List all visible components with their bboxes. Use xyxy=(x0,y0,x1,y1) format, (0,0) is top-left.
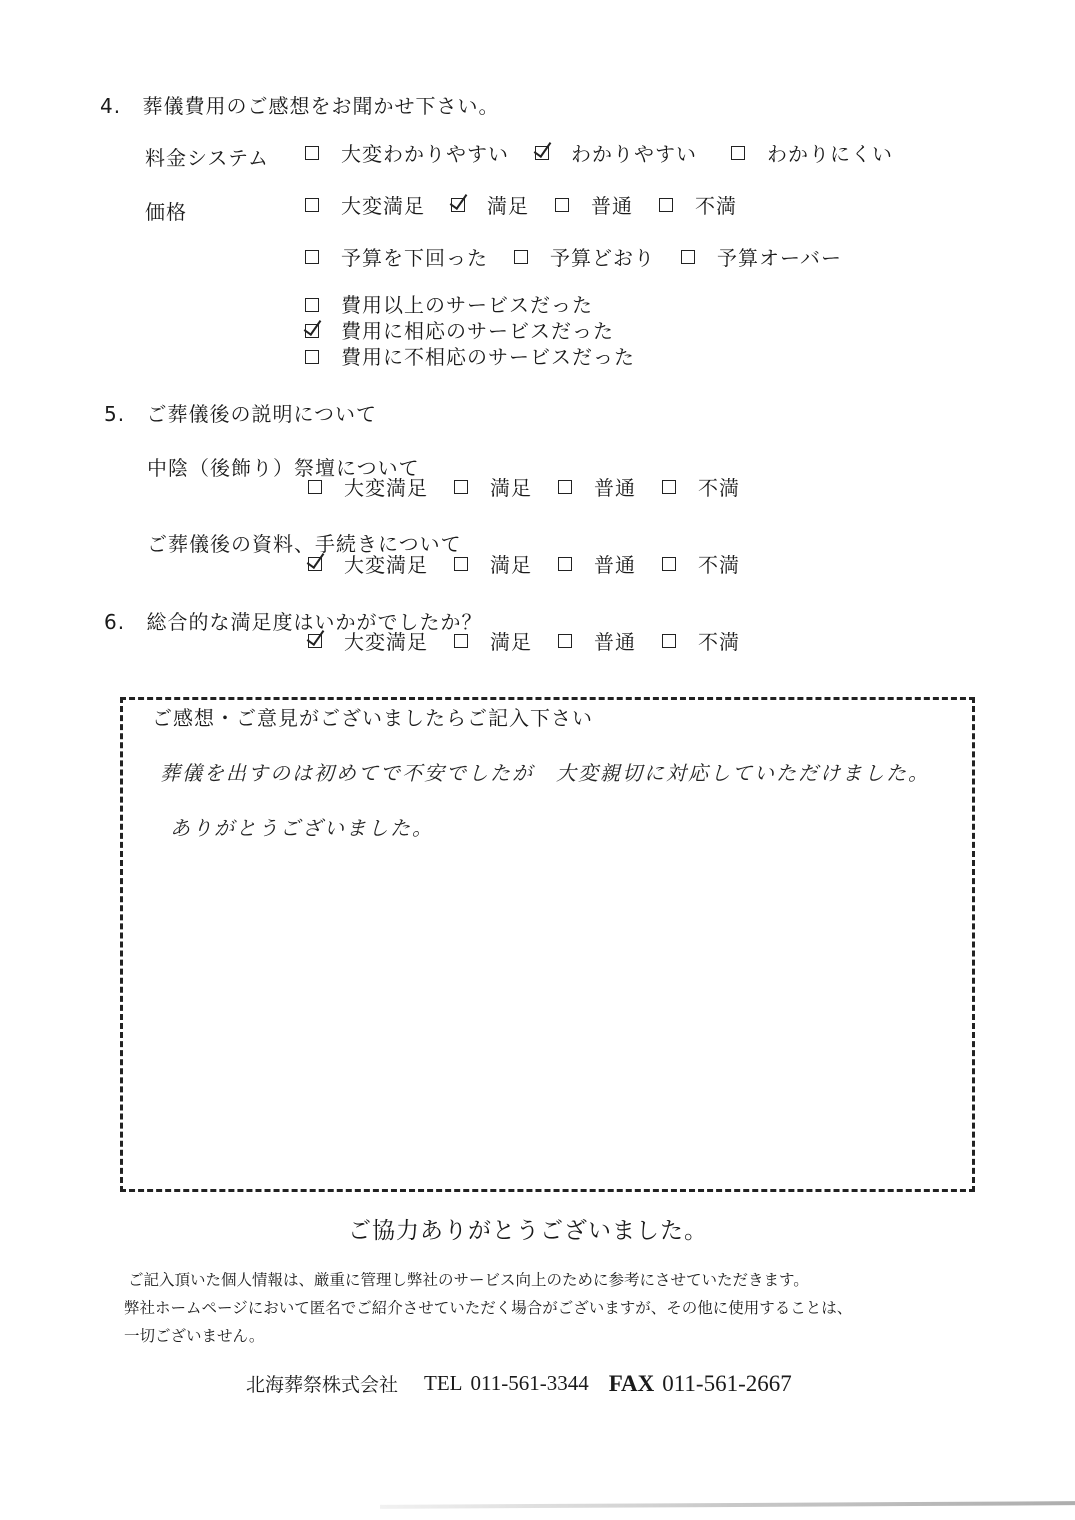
option-label: 不満 xyxy=(698,476,740,500)
checked-checkbox-icon[interactable] xyxy=(308,557,322,571)
checked-checkbox-icon[interactable] xyxy=(535,146,549,160)
option-dissatisfied[interactable] xyxy=(659,190,737,219)
option-label: 不満 xyxy=(698,553,740,577)
checkbox-icon[interactable] xyxy=(558,634,572,648)
checkbox-icon[interactable] xyxy=(659,198,673,212)
q4-number: 4. xyxy=(100,94,122,118)
checkbox-icon[interactable] xyxy=(305,250,319,264)
option-not-worth-cost[interactable] xyxy=(305,344,635,370)
option-dissatisfied[interactable] xyxy=(662,626,740,655)
checkbox-icon[interactable] xyxy=(555,198,569,212)
checkbox-icon[interactable] xyxy=(731,146,745,160)
checked-checkbox-icon[interactable] xyxy=(451,198,465,212)
checkbox-icon[interactable] xyxy=(305,298,319,312)
checkbox-icon[interactable] xyxy=(454,634,468,648)
option-normal[interactable] xyxy=(558,626,636,655)
checkbox-icon[interactable] xyxy=(681,250,695,264)
q4-title: 葬儀費用のご感想をお聞かせ下さい。 xyxy=(142,94,500,118)
option-under-budget[interactable] xyxy=(305,242,488,271)
privacy-notice-line-1: ご記入頂いた個人情報は、厳重に管理し弊社のサービス向上のために参考にさせていただきます。 xyxy=(128,1271,809,1289)
option-very-satisfied[interactable] xyxy=(308,472,428,501)
checkbox-icon[interactable] xyxy=(662,480,676,494)
option-label: 大変わかりやすい xyxy=(341,142,509,166)
fax-label: FAX xyxy=(608,1370,655,1396)
checkbox-icon[interactable] xyxy=(454,557,468,571)
option-on-budget[interactable] xyxy=(514,242,655,271)
option-label: 大変満足 xyxy=(344,553,428,577)
option-very-satisfied[interactable] xyxy=(305,190,425,219)
q5-heading xyxy=(104,398,377,427)
option-label: 大変満足 xyxy=(344,476,428,500)
option-label: 普通 xyxy=(594,553,636,577)
option-satisfied[interactable] xyxy=(451,190,529,219)
option-unclear[interactable] xyxy=(731,138,893,167)
option-label: 普通 xyxy=(594,476,636,500)
fee-system-label: 料金システム xyxy=(145,146,269,170)
checkbox-icon[interactable] xyxy=(308,480,322,494)
tel-label: TEL xyxy=(424,1371,463,1395)
checkbox-icon[interactable] xyxy=(558,557,572,571)
checkbox-icon[interactable] xyxy=(305,198,319,212)
thanks-message: ご協力ありがとうございました。 xyxy=(348,1218,708,1244)
option-normal[interactable] xyxy=(555,190,633,219)
option-over-budget[interactable] xyxy=(681,242,842,271)
altar-options xyxy=(308,472,740,501)
option-label: わかりやすい xyxy=(571,142,697,166)
company-name: 北海葬祭株式会社 xyxy=(246,1374,399,1396)
handwritten-comment-line-1: 葬儀を出すのは初めてで不安でしたが 大変親切に対応していただけました。 xyxy=(160,761,930,785)
q5-title: ご葬儀後の説明について xyxy=(146,402,378,426)
option-label: 費用に相応のサービスだった xyxy=(341,319,614,343)
option-label: 満足 xyxy=(490,476,532,500)
option-label: わかりにくい xyxy=(767,142,893,166)
q6-title: 総合的な満足度はいかがでしたか？ xyxy=(146,610,483,634)
option-label: 普通 xyxy=(594,630,636,654)
option-very-satisfied[interactable] xyxy=(308,626,428,655)
comment-box-title: ご感想・ご意見がございましたらご記入下さい xyxy=(150,702,595,731)
price-satisfaction-options xyxy=(305,190,737,219)
checked-checkbox-icon[interactable] xyxy=(308,634,322,648)
scan-artifact-line xyxy=(380,1501,1075,1509)
checked-checkbox-icon[interactable] xyxy=(305,324,319,338)
option-satisfied[interactable] xyxy=(454,626,532,655)
documents-label: ご葬儀後の資料、手続きについて xyxy=(147,532,462,556)
overall-options xyxy=(308,626,740,655)
option-satisfied[interactable] xyxy=(454,549,532,578)
option-more-than-cost[interactable] xyxy=(305,292,635,318)
option-label: 普通 xyxy=(591,194,633,218)
checkbox-icon[interactable] xyxy=(454,480,468,494)
option-label: 予算を下回った xyxy=(341,246,488,270)
privacy-notice-line-2: 弊社ホームページにおいて匿名でご紹介させていただく場合がございますが、その他に使用することは、 xyxy=(124,1299,853,1317)
q5-number: 5. xyxy=(104,402,126,426)
checkbox-icon[interactable] xyxy=(662,557,676,571)
price-label: 価格 xyxy=(145,200,187,224)
checkbox-icon[interactable] xyxy=(514,250,528,264)
option-normal[interactable] xyxy=(558,549,636,578)
option-normal[interactable] xyxy=(558,472,636,501)
checkbox-icon[interactable] xyxy=(305,350,319,364)
checkbox-icon[interactable] xyxy=(558,480,572,494)
company-contact xyxy=(246,1370,792,1397)
q4-heading xyxy=(100,90,499,119)
option-label: 大変満足 xyxy=(344,630,428,654)
privacy-notice-line-3: 一切ございません。 xyxy=(124,1327,265,1345)
option-clear[interactable] xyxy=(535,138,697,167)
option-very-clear[interactable] xyxy=(305,138,509,167)
checkbox-icon[interactable] xyxy=(662,634,676,648)
option-label: 費用以上のサービスだった xyxy=(341,293,593,317)
price-budget-options xyxy=(305,242,842,271)
option-label: 予算オーバー xyxy=(717,246,842,270)
altar-label: 中陰（後飾り）祭壇について xyxy=(147,456,420,480)
option-label: 費用に不相応のサービスだった xyxy=(341,345,635,369)
option-label: 予算どおり xyxy=(550,246,655,270)
option-label: 不満 xyxy=(698,630,740,654)
option-label: 満足 xyxy=(490,553,532,577)
option-satisfied[interactable] xyxy=(454,472,532,501)
tel-number: 011-561-3344 xyxy=(470,1371,589,1395)
option-worth-cost[interactable] xyxy=(305,318,635,344)
fee-system-options xyxy=(305,138,893,167)
option-very-satisfied[interactable] xyxy=(308,549,428,578)
option-dissatisfied[interactable] xyxy=(662,472,740,501)
price-value-options xyxy=(305,292,635,370)
option-label: 満足 xyxy=(487,194,529,218)
option-label: 不満 xyxy=(695,194,737,218)
handwritten-comment-line-2: ありがとうございました。 xyxy=(170,816,434,840)
option-dissatisfied[interactable] xyxy=(662,549,740,578)
fax-number: 011-561-2667 xyxy=(662,1370,792,1396)
q6-number: 6. xyxy=(104,610,126,634)
documents-options xyxy=(308,549,740,578)
checkbox-icon[interactable] xyxy=(305,146,319,160)
option-label: 大変満足 xyxy=(341,194,425,218)
option-label: 満足 xyxy=(490,630,532,654)
